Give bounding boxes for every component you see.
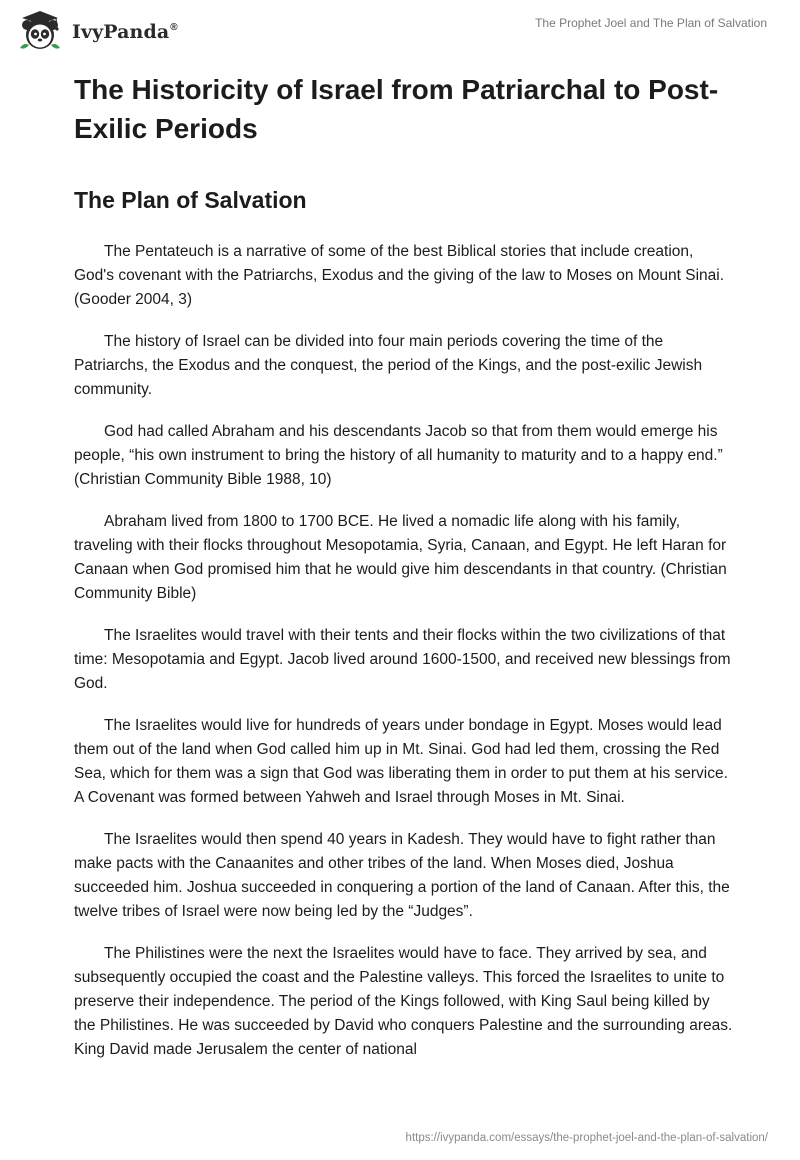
logo[interactable]: [16, 8, 178, 56]
paragraph: The history of Israel can be divided into four main periods covering the time of the Patriarchs, the Exodus and the conquest, the period of the Kings, and the post-exilic Jewish community.: [74, 333, 703, 398]
section-heading: The Plan of Salvation: [74, 187, 307, 213]
paragraph: God had called Abraham and his descendants Jacob so that from them would emerge his people, “his own instrument to bring the history of all humanity to maturity and to a happy end.” (Christian Community Bible 1988, 10): [74, 423, 723, 488]
article-title: The Historicity of Israel from Patriarchal to Post-Exilic Periods: [74, 74, 719, 144]
panda-graduate-icon: [16, 8, 64, 56]
document-title: The Prophet Joel and The Plan of Salvation: [535, 16, 767, 30]
paragraph: The Israelites would then spend 40 years in Kadesh. They would have to fight rather than make pacts with the Canaanites and other tribes of the land. When Moses died, Joshua succeeded him. Joshua succeeded in conquering a portion of the land of Canaan. After this, the twelve tribes of Israel were now being led by the “Judges”.: [74, 831, 730, 920]
brand-name: IvyPanda®: [72, 21, 178, 43]
page-header: [0, 0, 800, 60]
paragraph: The Israelites would travel with their tents and their flocks within the two civilizations of that time: Mesopotamia and Egypt. Jacob lived around 1600-1500, and received new blessings from God.: [74, 627, 731, 692]
paragraph: The Pentateuch is a narrative of some of the best Biblical stories that include creation, God's covenant with the Patriarchs, Exodus and the giving of the law to Moses on Mount Sinai. (Gooder 2004, 3): [74, 243, 725, 308]
article: [74, 70, 734, 1062]
paragraph: The Israelites would live for hundreds of years under bondage in Egypt. Moses would lead them out of the land when God called him up in Mt. Sinai. God had led them, crossing the Red Sea, which for them was a sign that God was liberating them in order to put them at his service. A Covenant was formed between Yahweh and Israel through Moses in Mt. Sinai.: [74, 717, 728, 806]
paragraph: The Philistines were the next the Israelites would have to face. They arrived by sea, and subsequently occupied the coast and the Palestine valleys. This forced the Israelites to unite to preserve their independence. The period of the Kings followed, with King Saul being killed by the Philistines. He was succeeded by David who conquers Palestine and the surrounding areas. King David made Jerusalem the center of national: [74, 945, 733, 1058]
source-url[interactable]: https://ivypanda.com/essays/the-prophet-joel-and-the-plan-of-salvation/: [405, 1132, 768, 1144]
paragraph: Abraham lived from 1800 to 1700 BCE. He lived a nomadic life along with his family, traveling with their flocks throughout Mesopotamia, Syria, Canaan, and Egypt. He left Haran for Canaan when God promised him that he would give him descendants in that country. (Christian Community Bible): [74, 513, 727, 602]
